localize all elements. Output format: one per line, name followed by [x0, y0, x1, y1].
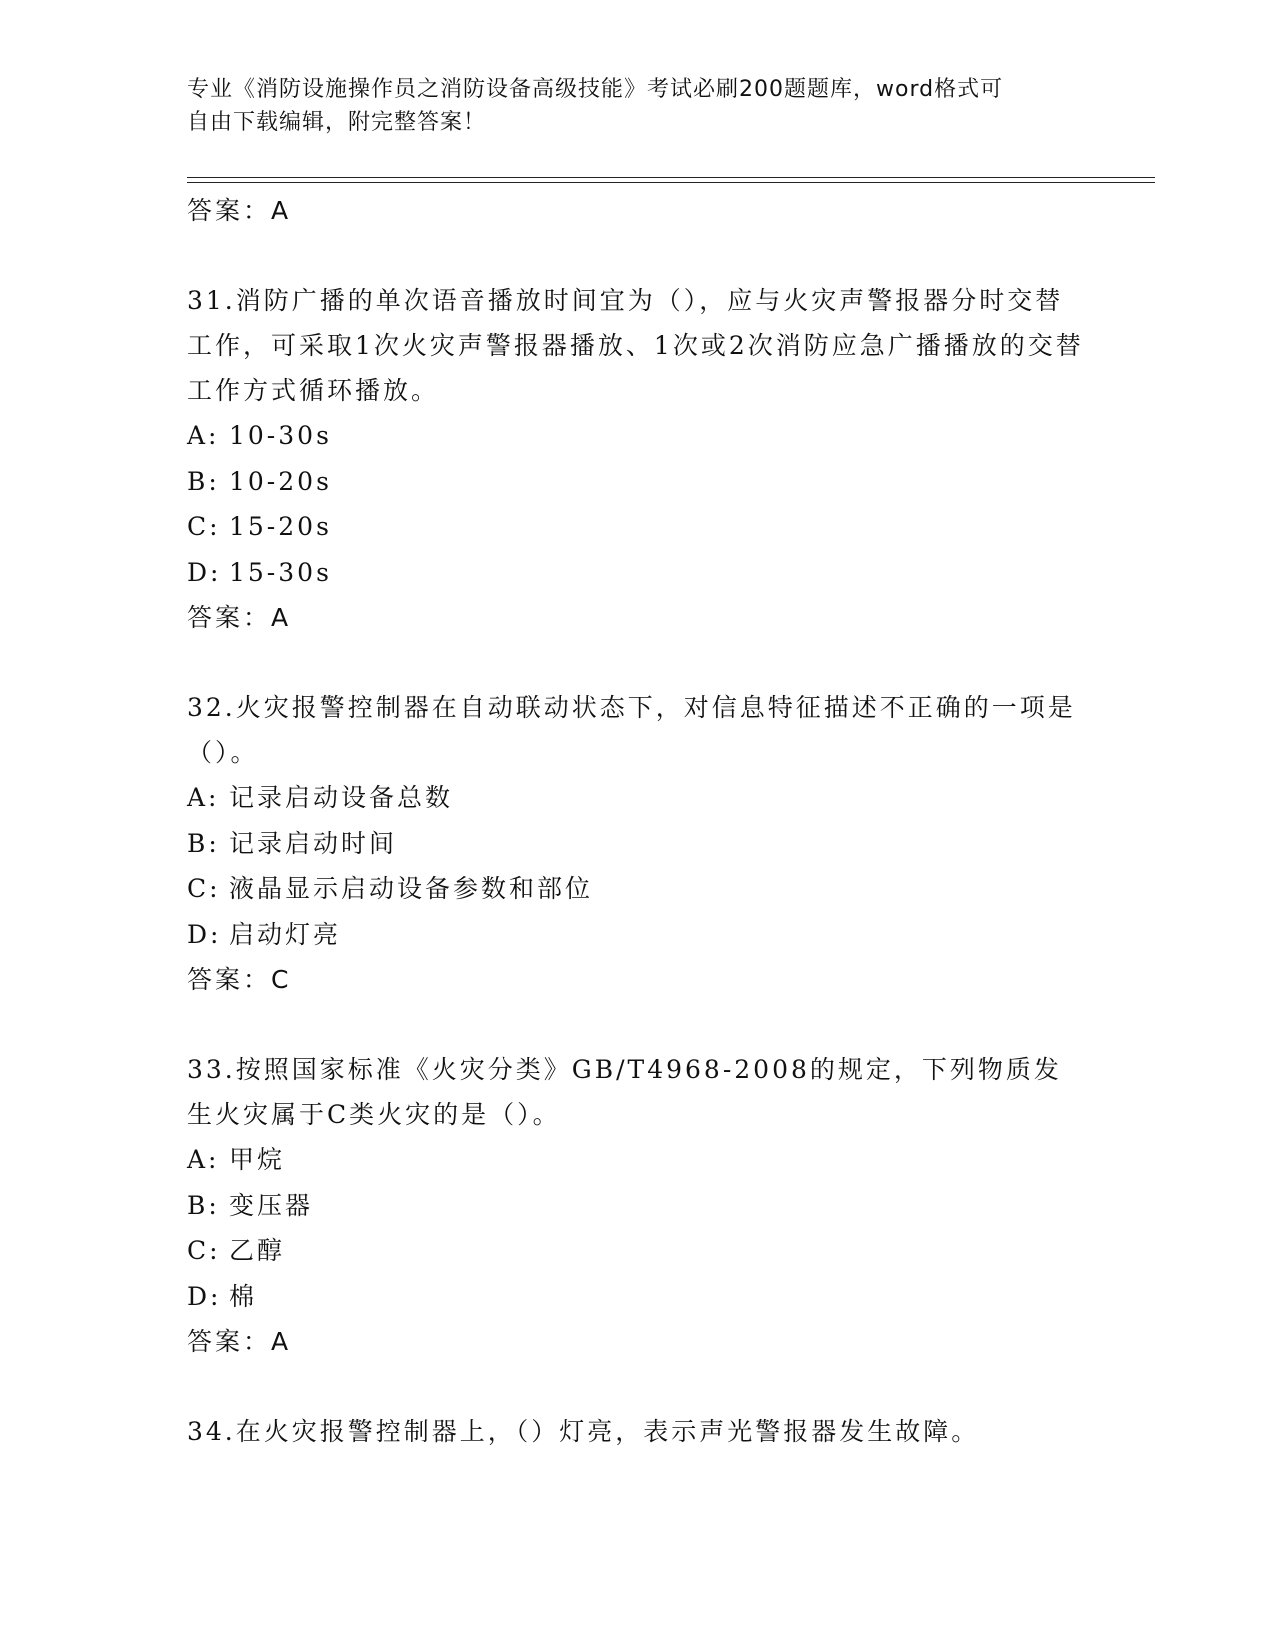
option-letter: C:	[187, 874, 221, 903]
option-text: 15-20s	[229, 512, 332, 541]
option-b	[187, 1183, 1087, 1229]
option-a	[187, 413, 1087, 459]
question-stem: 31.消防广播的单次语音播放时间宜为（），应与火灾声警报器分时交替工作，可采取1次火灾声警报器播放、1次或2次消防应急广播播放的交替工作方式循环播放。	[187, 286, 1084, 405]
answer-line: 答案：A	[187, 1327, 292, 1356]
option-text: 变压器	[229, 1190, 314, 1220]
option-letter: D:	[187, 1281, 222, 1311]
option-text: 乙醇	[229, 1236, 286, 1265]
option-a	[187, 1137, 1087, 1183]
answer-line: 答案：C	[187, 965, 292, 994]
option-d	[187, 912, 1087, 958]
option-letter: B:	[187, 466, 220, 496]
option-text: 启动灯亮	[229, 919, 342, 949]
option-d	[187, 1274, 1087, 1320]
option-c	[187, 504, 1087, 550]
question-stem: 32.火灾报警控制器在自动联动状态下，对信息特征描述不正确的一项是（）。	[187, 693, 1076, 767]
header-line-1: 专业《消防设施操作员之消防设备高级技能》考试必刷200题题库，word格式可	[187, 77, 1004, 102]
option-letter: C:	[187, 512, 221, 541]
answer-line: 答案：A	[187, 196, 292, 225]
question-31	[187, 278, 1087, 641]
header-divider	[187, 177, 1155, 178]
header-line-2: 自由下载编辑，附完整答案！	[187, 110, 487, 135]
option-letter: A:	[187, 421, 220, 450]
option-d	[187, 550, 1087, 596]
option-text: 甲烷	[229, 1145, 286, 1174]
option-text: 记录启动设备总数	[229, 783, 454, 812]
question-34	[187, 1409, 1087, 1454]
option-text: 液晶显示启动设备参数和部位	[229, 874, 594, 903]
option-letter: C:	[187, 1236, 221, 1265]
option-text: 棉	[229, 1281, 258, 1311]
option-b	[187, 459, 1087, 505]
question-33	[187, 1047, 1087, 1365]
question-list	[187, 188, 1087, 1454]
option-letter: B:	[187, 1190, 220, 1220]
question-stem: 34.在火灾报警控制器上，（）灯亮，表示声光警报器发生故障。	[187, 1417, 980, 1446]
option-letter: B:	[187, 828, 220, 858]
header-divider-double	[187, 182, 1155, 183]
option-c	[187, 1228, 1087, 1274]
option-text: 15-30s	[229, 557, 332, 587]
page-header	[187, 73, 1067, 139]
option-b	[187, 821, 1087, 867]
answer-line: 答案：A	[187, 603, 292, 632]
question-stem: 33.按照国家标准《火灾分类》GB/T4968-2008的规定，下列物质发生火灾属于C类火灾的是（）。	[187, 1055, 1062, 1129]
option-text: 10-30s	[229, 421, 332, 450]
option-letter: D:	[187, 919, 222, 949]
question-32	[187, 685, 1087, 1003]
option-c	[187, 866, 1087, 912]
option-letter: A:	[187, 1145, 220, 1174]
option-a	[187, 775, 1087, 821]
option-text: 记录启动时间	[229, 828, 398, 858]
option-text: 10-20s	[229, 466, 332, 496]
option-letter: A:	[187, 783, 220, 812]
option-letter: D:	[187, 557, 222, 587]
